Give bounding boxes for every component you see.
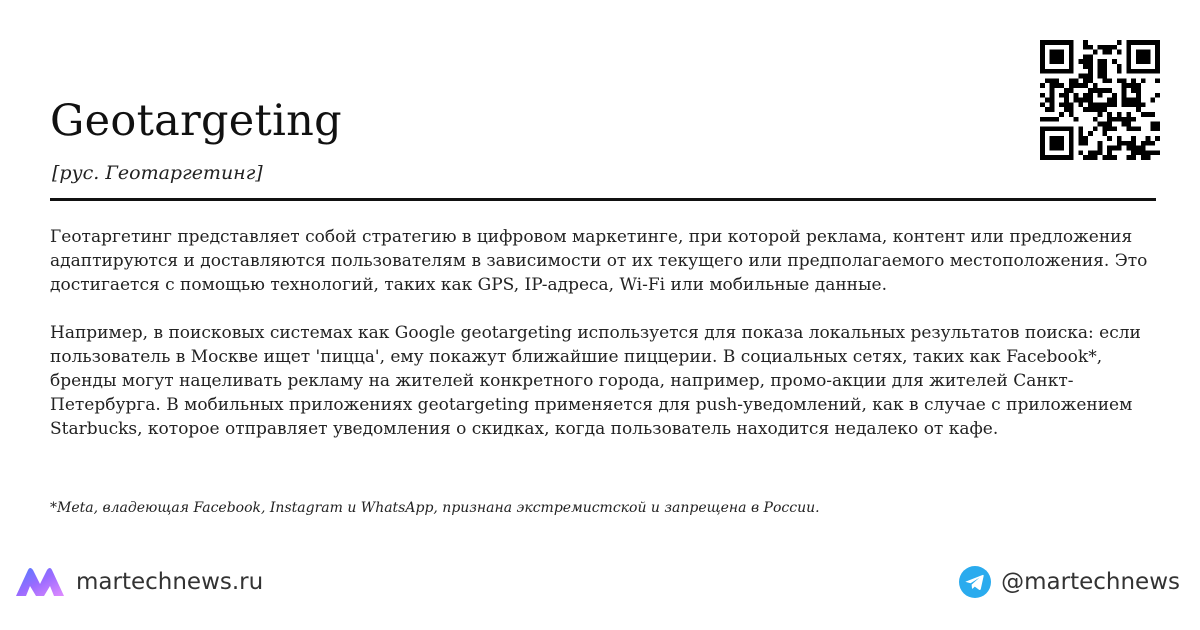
definition-body (50, 225, 1160, 465)
site-url: martechnews.ru (76, 569, 264, 595)
site-brand-link[interactable] (14, 566, 263, 598)
term-title: Geotargeting (50, 96, 342, 146)
telegram-handle: @martechnews (1001, 569, 1180, 595)
definition-paragraph: Геотаргетинг представляет собой стратегию в цифровом маркетинге, при которой реклама, контент или предложения адаптируются и доставляются пользователям в зависимости от их текущего или предполагаемого местоположения. Это достигается с помощью технологий, таких как GPS, IP-адреса, Wi-Fi или мобильные данные. (50, 227, 1148, 295)
qr-code-icon (1040, 40, 1160, 160)
term-translation: [рус. Геотаргетинг] (52, 162, 263, 184)
martechnews-logo-icon (14, 566, 66, 598)
header-divider (50, 198, 1156, 201)
example-paragraph: Например, в поисковых системах как Google geotargeting используется для показа локальных результатов поиска: если пользователь в Москве ищет 'пицца', ему покажут ближайшие пиццерии. В социальных сетях, таких как Facebook*, бренды могут нацеливать рекламу на жителей конкретного города, например, промо-акции для жителей Санкт-Петербурга. В мобильных приложениях geotargeting применяется для push-уведомлений, как в случае с приложением Starbucks, которое отправляет уведомления о скидках, когда пользователь находится недалеко от кафе. (50, 323, 1141, 439)
telegram-icon (959, 566, 991, 598)
telegram-link[interactable] (959, 566, 1180, 598)
footnote: *Meta, владеющая Facebook, Instagram и WhatsApp, признана экстремистской и запрещена в России. (50, 500, 820, 516)
